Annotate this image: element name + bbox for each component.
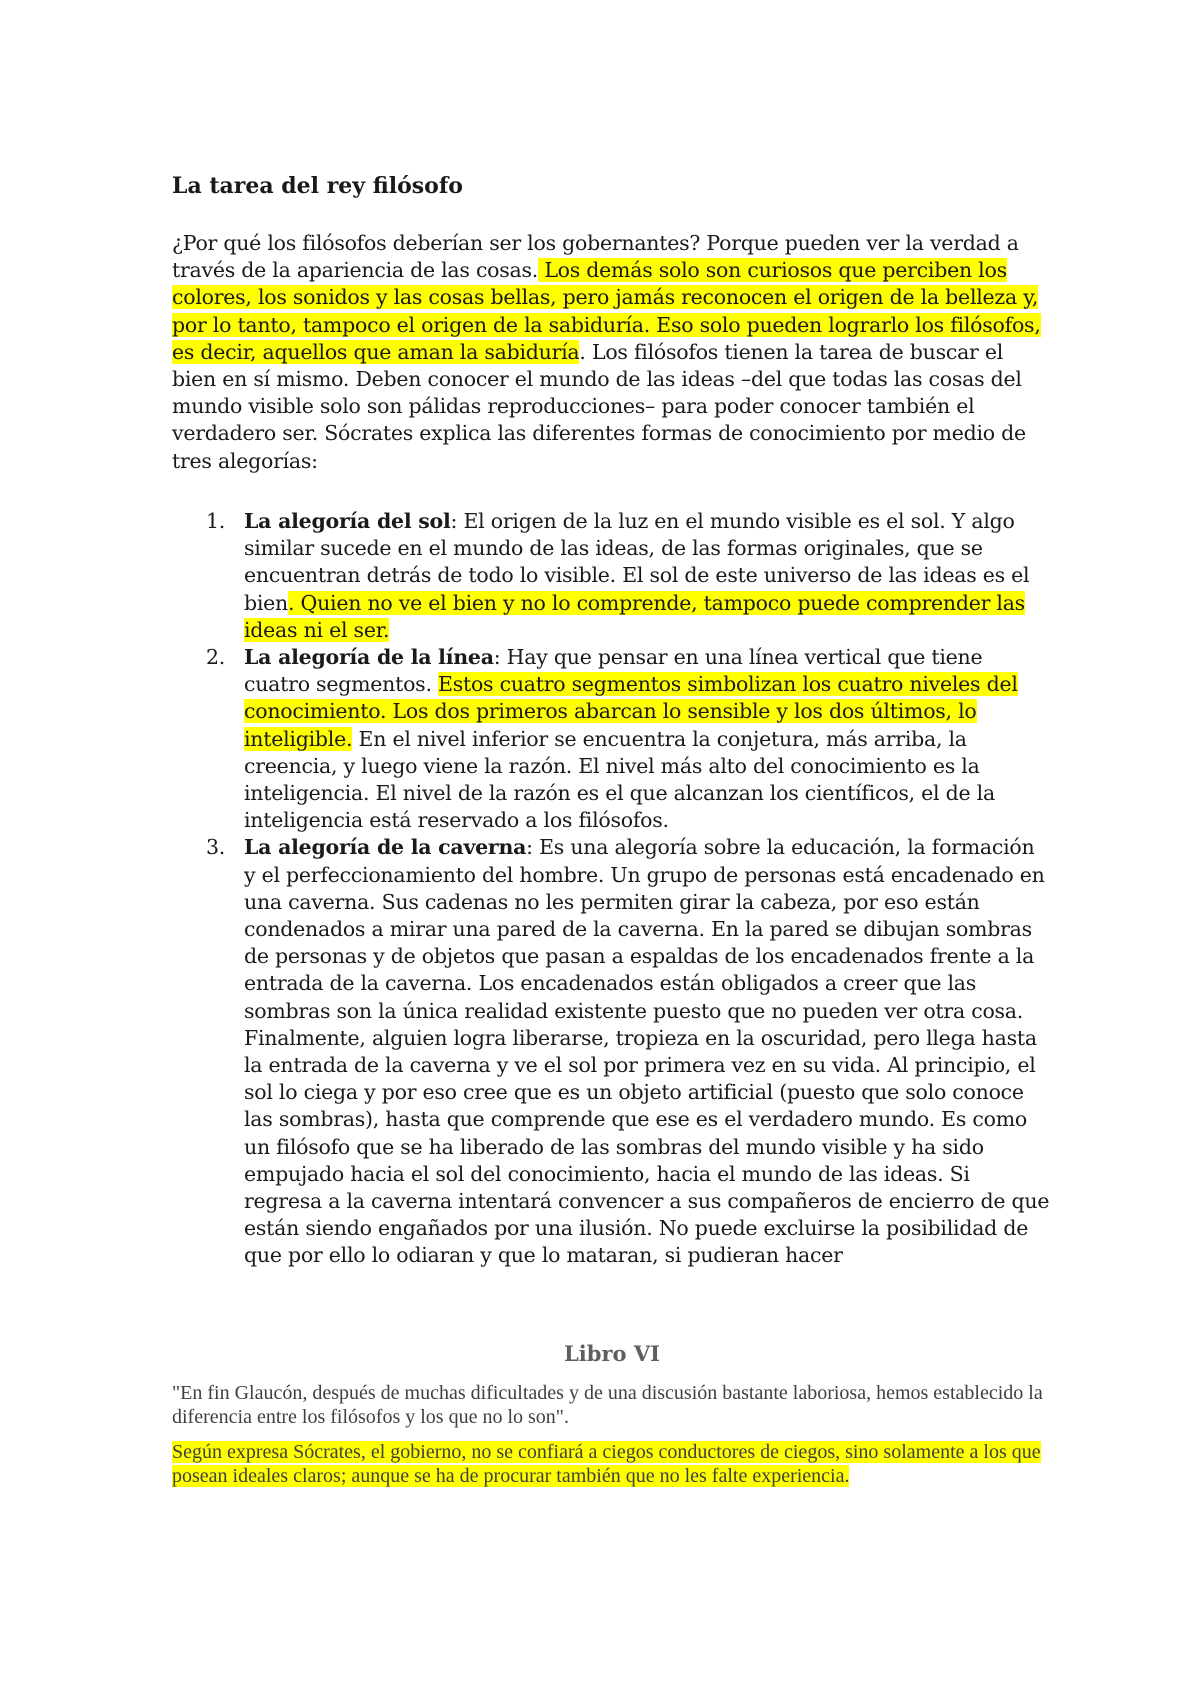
allegory-highlight: . Quien no ve el bien y no lo comprende, tampoco puede comprender las ideas ni el ser. <box>244 590 1025 642</box>
intro-text-continued: . Los filósofos tienen la tarea de buscar el bien en sí mismo. Deben conocer el mundo de las ideas –del que todas las cosas del mundo visible solo son pálidas reproducciones– para poder conocer también el verdadero ser. Sócrates explica las diferentes formas de conocimiento por medio de tres alegorías: <box>172 339 1026 473</box>
list-number: 1. <box>206 509 226 533</box>
allegory-text: : Es una alegoría sobre la educación, la formación y el perfeccionamiento del hombre. Un grupo de personas está encadenado en una caverna. Sus cadenas no les permiten girar la cabeza, por eso están condenados a mirar una pared de la caverna. En la pared se dibujan sombras de personas y de objetos que pasan a espaldas de los encadenados frente a la entrada de la caverna. Los encadenados están obligados a creer que las sombras son la única realidad existente puesto que no pueden ver otra cosa. Finalmente, alguien logra liberarse, tropieza en la oscuridad, pero llega hasta la entrada de la caverna y ve el sol por primera vez en su vida. Al principio, el sol lo ciega y por eso cree que es un objeto artificial (puesto que solo conoce las sombras), hasta que comprende que ese es el verdadero mundo. Es como un filósofo que se ha liberado de las sombras del mundo visible y ha sido empujado hacia el sol del conocimiento, hacia el mundo de las ideas. Si regresa a la caverna intentará convencer a sus compañeros de encierro de que están siendo engañados por una ilusión. No puede excluirse la posibilidad de que por ello lo odiaran y que lo mataran, si pudieran hacer <box>244 835 1050 1268</box>
list-number: 2. <box>206 645 226 670</box>
allegory-cave <box>172 834 1052 1269</box>
commentary-highlight: Según expresa Sócrates, el gobierno, no se confiará a ciegos conductores de ciegos, sino solamente a los que posean ideales claros; aunque se ha de procurar también que no les falte experiencia. <box>172 1441 1041 1487</box>
intro-text: ¿Por qué los filósofos deberían ser los gobernantes? Porque pueden ver la verdad a través de la apariencia de las cosas. <box>172 231 1019 283</box>
allegory-text: : Hay que pensar en una línea vertical que tiene cuatro segmentos. <box>244 645 983 697</box>
allegory-name: La alegoría de la línea <box>244 645 494 670</box>
intro-highlight: Los demás solo son curiosos que perciben los colores, los sonidos y las cosas bellas, pero jamás reconocen el origen de la belleza y, por lo tanto, tampoco el origen de la sabiduría. Eso solo pueden lograrlo los filósofos, es decir, aquellos que aman la sabiduría <box>172 258 1041 364</box>
list-number: 3. <box>206 835 226 860</box>
commentary-paragraph <box>172 1440 1052 1488</box>
allegory-name: La alegoría del sol <box>244 509 451 533</box>
allegories-list <box>172 508 1052 1270</box>
allegory-line <box>172 644 1052 834</box>
allegory-sun <box>172 508 1052 644</box>
allegory-name: La alegoría de la caverna <box>244 835 527 860</box>
book-heading: Libro VI <box>564 1341 660 1366</box>
glaucon-quote: "En fin Glaucón, después de muchas dificultades y de una discusión bastante laboriosa, hemos establecido la diferencia entre los filósofos y los que no lo son". <box>172 1382 1043 1428</box>
document-title: La tarea del rey filósofo <box>172 173 463 199</box>
intro-paragraph <box>172 230 1052 475</box>
allegory-text-after: En el nivel inferior se encuentra la conjetura, más arriba, la creencia, y luego viene la razón. El nivel más alto del conocimiento es la inteligencia. El nivel de la razón es el que alcanzan los científicos, el de la inteligencia está reservado a los filósofos. <box>244 726 995 833</box>
allegory-highlight: Estos cuatro segmentos simbolizan los cuatro niveles del conocimiento. Los dos primeros abarcan lo sensible y los dos últimos, lo inteligible. <box>244 672 1018 751</box>
allegory-text: : El origen de la luz en el mundo visible es el sol. Y algo similar sucede en el mundo de las ideas, de las formas originales, que se encuentran detrás de todo lo visible. El sol de este universo de las ideas es el bien <box>244 509 1030 615</box>
